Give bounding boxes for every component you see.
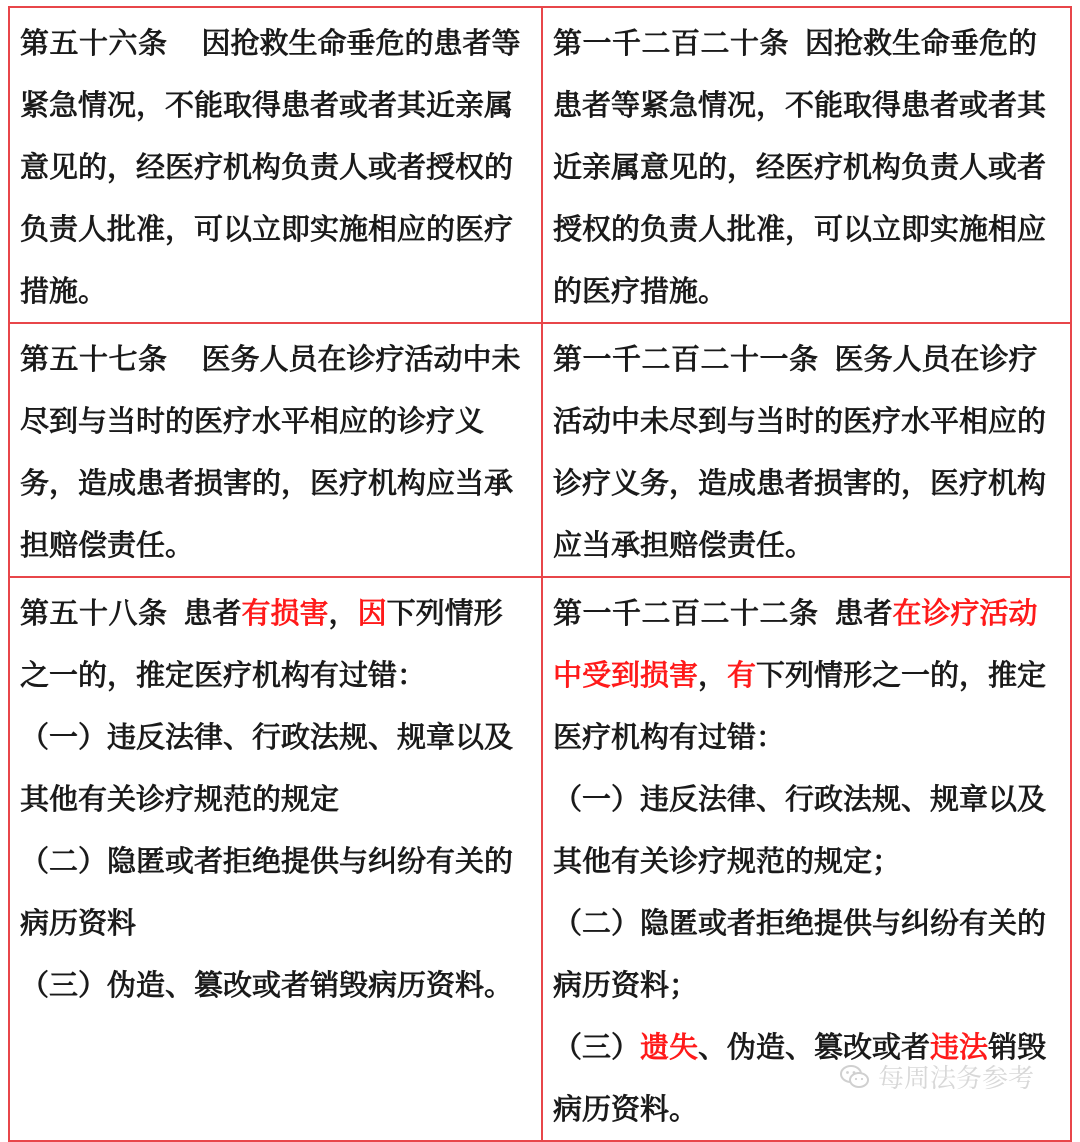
wechat-icon <box>840 1064 870 1090</box>
article-body-text: 下列情形之一的，推定医疗机构有过错： <box>20 596 503 692</box>
article-heading: 第一千二百二十一条 <box>553 342 819 376</box>
article-body-text: 下列情形之一的，推定医疗机构有过错： <box>553 658 1047 754</box>
article-body-text: ， <box>328 596 358 630</box>
highlight-text: 违法 <box>930 1030 989 1064</box>
article-body: 因抢救生命垂危的患者等紧急情况，不能取得患者或者其近亲属意见的，经医疗机构负责人或者授权的负责人批准，可以立即实施相应的医疗措施。 <box>553 26 1047 308</box>
list-item: （一）违反法律、行政法规、规章以及其他有关诊疗规范的规定 <box>20 720 514 816</box>
article-body: 医务人员在诊疗活动中未尽到与当时的医疗水平相应的诊疗义务，造成患者损害的，医疗机构应当承担赔偿责任。 <box>553 342 1047 562</box>
article-heading: 第五十八条 <box>20 596 168 630</box>
article-heading: 第一千二百二十二条 <box>553 596 819 630</box>
cell-article-58 <box>9 577 542 1141</box>
highlight-text: 在诊疗活动中受到损害 <box>553 596 1038 692</box>
list-item-text: 、伪造、篡改或者 <box>698 1030 931 1064</box>
list-item: （一）违反法律、行政法规、规章以及其他有关诊疗规范的规定； <box>553 782 1047 878</box>
highlight-text: 有 <box>727 658 757 692</box>
article-heading: 第五十六条 <box>20 26 168 60</box>
article-body: 医务人员在诊疗活动中未尽到与当时的医疗水平相应的诊疗义务，造成患者损害的，医疗机构应当承担赔偿责任。 <box>20 342 521 562</box>
article-body-text: 患者 <box>183 596 242 630</box>
article-heading: 第五十七条 <box>20 342 168 376</box>
cell-article-56 <box>9 7 542 323</box>
article-body: 因抢救生命垂危的患者等紧急情况，不能取得患者或者其近亲属意见的，经医疗机构负责人或者授权的负责人批准，可以立即实施相应的医疗措施。 <box>20 26 521 308</box>
highlight-text: 因 <box>357 596 387 630</box>
list-item: （二）隐匿或者拒绝提供与纠纷有关的病历资料； <box>553 906 1047 1002</box>
watermark <box>840 1058 1034 1095</box>
article-body-text: ， <box>698 658 728 692</box>
list-item: （二）隐匿或者拒绝提供与纠纷有关的病历资料 <box>20 844 514 940</box>
list-item: （三）伪造、篡改或者销毁病历资料。 <box>20 968 514 1002</box>
cell-article-1221 <box>542 323 1071 577</box>
highlight-text: 有损害 <box>241 596 329 630</box>
cell-article-1222 <box>542 577 1071 1141</box>
table-row <box>9 577 1071 1141</box>
highlight-text: 遗失 <box>640 1030 699 1064</box>
comparison-table <box>8 6 1072 1142</box>
list-item-text: 销毁病历资料。 <box>553 1030 1047 1126</box>
table-row <box>9 323 1071 577</box>
article-body-text: 患者 <box>834 596 893 630</box>
article-heading: 第一千二百二十条 <box>553 26 790 60</box>
list-item-text: （三） <box>553 1030 641 1064</box>
table-row <box>9 7 1071 323</box>
cell-article-1220 <box>542 7 1071 323</box>
watermark-text: 每周法务参考 <box>878 1064 1035 1094</box>
cell-article-57 <box>9 323 542 577</box>
